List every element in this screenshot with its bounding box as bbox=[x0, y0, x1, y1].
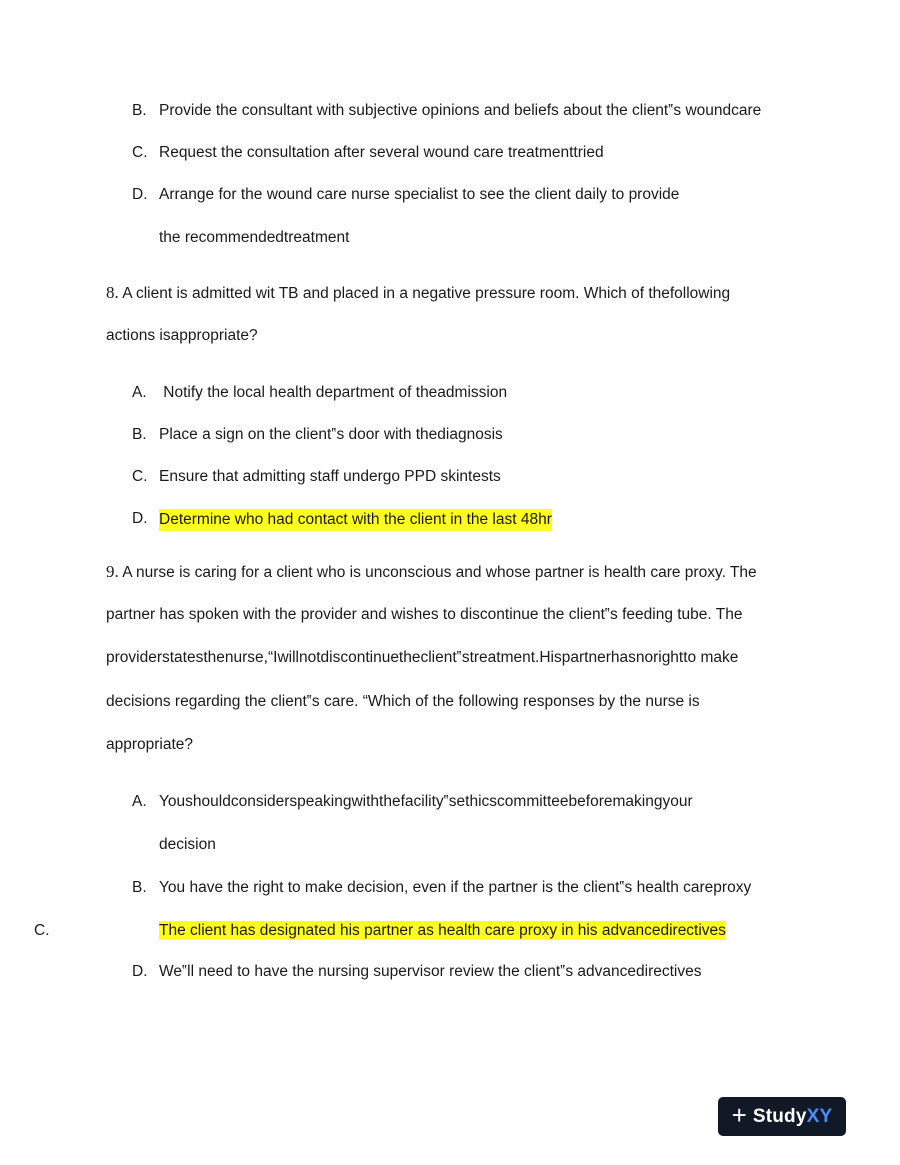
q7-option-d bbox=[132, 185, 680, 205]
studyxy-logo bbox=[718, 1097, 846, 1136]
option-text: Youshouldconsiderspeakingwiththefacility‟sethicscommitteebeforemakingyour bbox=[159, 793, 693, 810]
option-text: We‟ll need to have the nursing supervisor review the client‟s advancedirectives bbox=[159, 963, 702, 980]
logo-text-accent: XY bbox=[806, 1105, 833, 1127]
question-number: 9. bbox=[106, 562, 119, 581]
logo-text-main: Study bbox=[752, 1105, 807, 1127]
q7-option-d-continuation: the recommendedtreatment bbox=[159, 229, 350, 246]
question-text: A client is admitted wit TB and placed in a negative pressure room. Which of thefollowing bbox=[122, 285, 731, 302]
option-letter: C. bbox=[132, 144, 148, 161]
option-letter: C. bbox=[132, 468, 148, 485]
option-text: Arrange for the wound care nurse specialist to see the client daily to provide bbox=[159, 186, 680, 203]
option-letter: B. bbox=[132, 426, 147, 443]
option-text: Place a sign on the client‟s door with thediagnosis bbox=[159, 426, 503, 443]
q9-option-b bbox=[132, 878, 752, 898]
q7-option-c bbox=[132, 143, 604, 163]
q8-option-b bbox=[132, 425, 503, 445]
option-text: You have the right to make decision, even if the partner is the client‟s health careproxy bbox=[159, 879, 752, 896]
q9-question-line-5: appropriate? bbox=[106, 736, 194, 753]
q9-question-line-4: decisions regarding the client‟s care. “Which of the following responses by the nurse is bbox=[106, 693, 700, 710]
q8-question-line bbox=[106, 283, 730, 304]
plus-icon: + bbox=[731, 1100, 747, 1130]
option-letter: D. bbox=[132, 186, 148, 203]
q9-option-c-letter: C. bbox=[34, 922, 50, 939]
highlighted-answer: The client has designated his partner as health care proxy in his advancedirectives bbox=[159, 922, 726, 939]
highlighted-answer: Determine who had contact with the client in the last 48hr bbox=[159, 509, 552, 531]
q9-question-line bbox=[106, 562, 757, 583]
option-letter: A. bbox=[132, 384, 147, 401]
q7-option-b bbox=[132, 101, 762, 121]
option-letter: A. bbox=[132, 793, 147, 810]
q9-question-line-2: partner has spoken with the provider and wishes to discontinue the client‟s feeding tube. The bbox=[106, 606, 743, 623]
q8-option-d bbox=[132, 509, 552, 529]
option-text: Request the consultation after several wound care treatmenttried bbox=[159, 144, 604, 161]
q9-option-c bbox=[159, 921, 726, 941]
q8-option-a bbox=[132, 383, 508, 403]
option-text: Notify the local health department of theadmission bbox=[159, 384, 508, 401]
q9-question-line-3: providerstatesthenurse,“Iwillnotdiscontinuetheclient‟streatment.Hispartnerhasnorightto make bbox=[106, 649, 739, 666]
option-letter: B. bbox=[132, 102, 147, 119]
q9-option-a-continuation: decision bbox=[159, 836, 216, 853]
option-letter: D. bbox=[132, 963, 148, 980]
option-letter: D. bbox=[132, 510, 148, 527]
question-text: A nurse is caring for a client who is unconscious and whose partner is health care proxy. The bbox=[122, 564, 757, 581]
logo-text bbox=[753, 1106, 833, 1128]
q8-question-line-2: actions isappropriate? bbox=[106, 327, 258, 344]
q8-option-c bbox=[132, 467, 501, 487]
option-text: Provide the consultant with subjective opinions and beliefs about the client‟s woundcare bbox=[159, 102, 762, 119]
option-text: Ensure that admitting staff undergo PPD skintests bbox=[159, 468, 501, 485]
question-number: 8. bbox=[106, 283, 119, 302]
q9-option-a bbox=[132, 792, 693, 812]
option-letter: B. bbox=[132, 879, 147, 896]
q9-option-d bbox=[132, 962, 702, 982]
